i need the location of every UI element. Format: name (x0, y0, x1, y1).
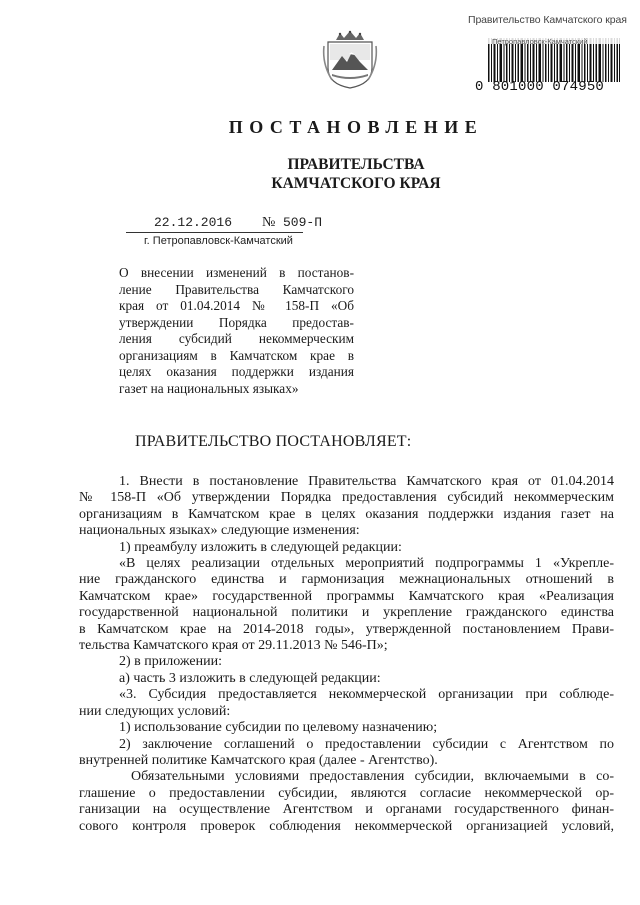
barcode-number: 0 801000 074950 (475, 79, 605, 95)
body-line: 1. Внести в постановление Правительства Камчатского края от 01.04.2014 (119, 474, 614, 489)
date-underline (126, 232, 303, 233)
decree-subject (119, 265, 354, 397)
body-line: государственной национальной политики и укрепление гражданского единства (79, 605, 614, 621)
decree-number: 509-П (283, 215, 323, 230)
body-line: Обязательными условиями предоставления субсидии, включаемыми в со- (131, 769, 614, 785)
body-line: «В целях реализации отдельных мероприятий подпрограммы 1 «Укрепле- (119, 556, 614, 572)
stamp-city: Петропавловск-Камчатский (492, 37, 588, 46)
subject-line: ление Правительства Камчатского (119, 281, 354, 297)
stamp-organization-title: Правительство Камчатского края (468, 14, 627, 26)
issuer-line-1: ПРАВИТЕЛЬСТВА (287, 156, 425, 173)
subject-line: целях оказания поддержки издания (119, 364, 354, 379)
subject-line: края от 01.04.2014 № 158-П «Об (119, 298, 354, 313)
body-line: тельства Камчатского края от 29.11.2013 № 546-П»; (79, 638, 388, 654)
subject-line: организациям в Камчатском крае в (119, 347, 354, 363)
issue-city: г. Петропавловск-Камчатский (144, 235, 293, 247)
body-line: в Камчатском крае на 2014-2018 годы», утвержденной постановлением Прави- (79, 621, 614, 637)
issuer-heading (0, 155, 640, 193)
subject-line: газет на национальных языках» (119, 380, 299, 396)
body-line: Камчатском крае» государственной программы Камчатского края «Реализация (79, 588, 614, 604)
decree-heading: ПРАВИТЕЛЬСТВО ПОСТАНОВЛЯЕТ: (135, 433, 412, 450)
body-line: а) часть 3 изложить в следующей редакции: (119, 670, 381, 686)
body-line: 2) заключение соглашений о предоставлении субсидии с Агентством по (119, 736, 614, 752)
body-line: сового контроля проверок соблюдения некоммерческой организацией условий, (79, 818, 614, 834)
coat-of-arms-icon (322, 30, 378, 90)
body-line: организациям в Камчатском крае в целях оказания поддержки издания газет на (79, 506, 614, 522)
body-line: «3. Субсидия предоставляется некоммерческой организации при соблюде- (119, 687, 614, 703)
body-line: 1) использование субсидии по целевому назначению; (119, 720, 438, 736)
subject-line: ления субсидий некоммерческим (119, 331, 354, 346)
decree-body (79, 474, 614, 835)
document-title: ПОСТАНОВЛЕНИЕ (228, 117, 484, 137)
body-line: 1) преамбулу изложить в следующей редакции: (119, 539, 402, 555)
body-line: ганизации на осуществление Агентством и органами государственного финан- (79, 802, 614, 818)
body-line: национальных языках» следующие изменения: (79, 523, 360, 539)
decree-number-label: № (262, 215, 276, 230)
subject-line: утверждении Порядка предостав- (119, 314, 354, 330)
body-line: нии следующих условий: (79, 703, 231, 719)
issuer-line-2: КАМЧАТСКОГО КРАЯ (271, 175, 441, 192)
body-line: ние гражданского единства и гармонизация межнациональных отношений в (79, 572, 614, 588)
subject-line: О внесении изменений в постанов- (119, 265, 354, 280)
body-line: № 158-П «Об утверждении Порядка предоставления субсидий некоммерческим (79, 490, 614, 506)
decree-date: 22.12.2016 (154, 215, 233, 230)
body-line: внутренней политике Камчатского края (далее - Агентство). (79, 752, 438, 768)
body-line: 2) в приложении: (119, 654, 222, 670)
body-line: глашение о предоставлении субсидии, являются согласие некоммерческой ор- (79, 785, 614, 801)
